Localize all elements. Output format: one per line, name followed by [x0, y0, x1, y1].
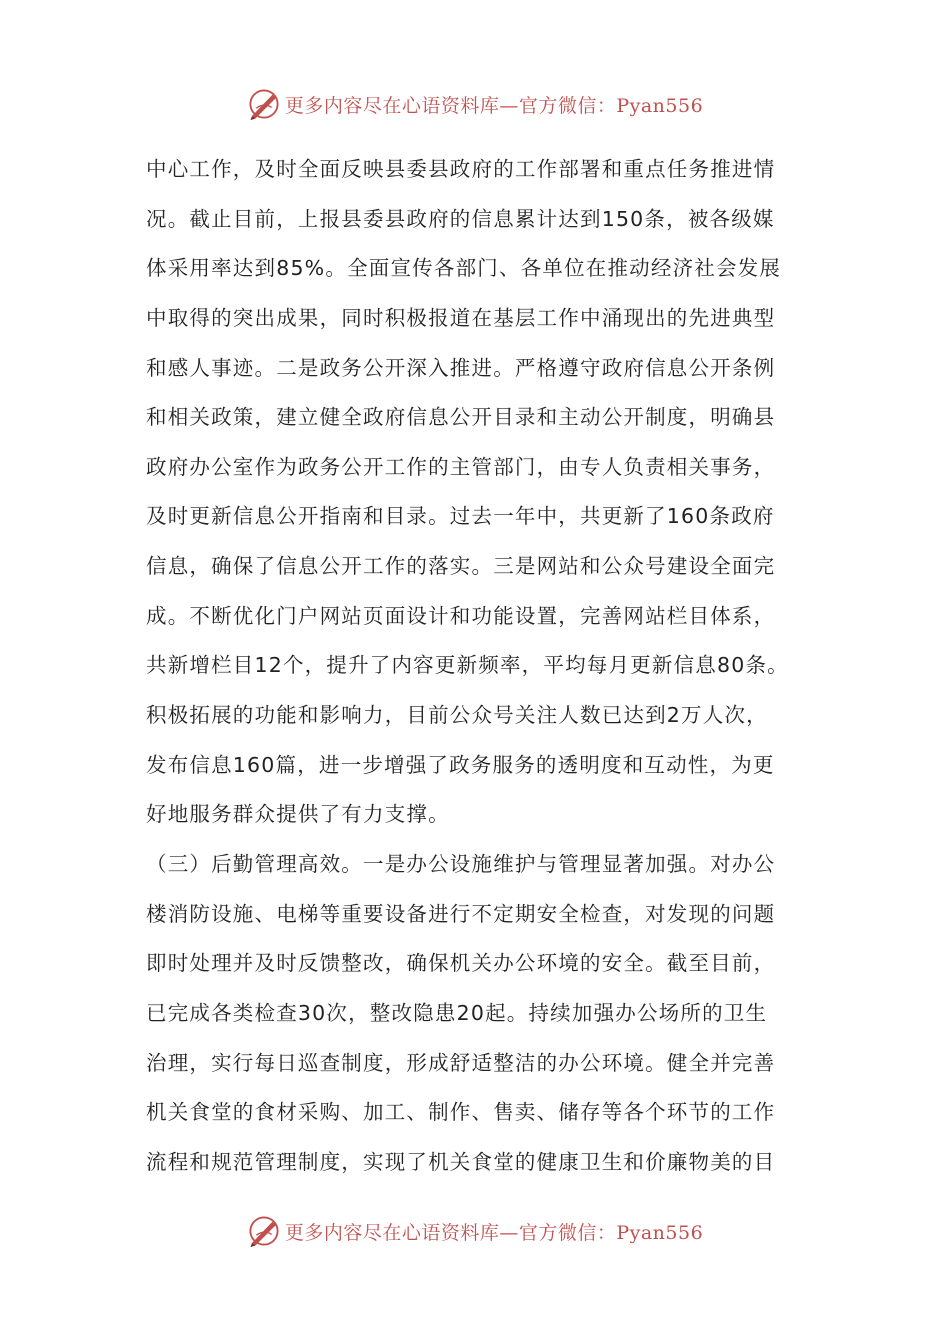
text-line: 和感人事迹。二是政务公开深入推进。严格遵守政府信息公开条例: [146, 355, 776, 380]
text-line: 和相关政策，建立健全政府信息公开目录和主动公开制度，明确县: [146, 405, 776, 430]
text-line: 中取得的突出成果，同时积极报道在基层工作中涌现出的先进典型: [146, 305, 776, 330]
text-line: 积极拓展的功能和影响力，目前公众号关注人数已达到2万人次，: [146, 703, 768, 728]
watermark-text: 更多内容尽在心语资料库—官方微信：Pyan556: [284, 94, 704, 117]
text-line: 及时更新信息公开指南和目录。过去一年中，共更新了160条政府: [146, 504, 775, 529]
text-line: 治理，实行每日巡查制度，形成舒适整洁的办公环境。健全并完善: [146, 1050, 776, 1075]
text-line: 政府办公室作为政务公开工作的主管部门，由专人负责相关事务，: [146, 454, 776, 479]
text-line: 成。不断优化门户网站页面设计和功能设置，完善网站栏目体系，: [146, 603, 776, 628]
text-line: 信息，确保了信息公开工作的落实。三是网站和公众号建设全面完: [146, 554, 776, 579]
text-line: 发布信息160篇，进一步增强了政务服务的透明度和互动性，为更: [146, 752, 775, 777]
text-line: 好地服务群众提供了有力支撑。: [146, 802, 450, 827]
text-line: 流程和规范管理制度，实现了机关食堂的健康卫生和价廉物美的目: [146, 1149, 776, 1174]
text-line: 已完成各类检查30次，整改隐患20起。持续加强办公场所的卫生: [146, 1000, 768, 1025]
text-line: 共新增栏目12个，提升了内容更新频率，平均每月更新信息80条。: [146, 653, 789, 678]
text-line: 中心工作，及时全面反映县委县政府的工作部署和重点任务推进情: [146, 157, 776, 181]
text-line: 即时处理并及时反馈整改，确保机关办公环境的安全。截至目前，: [146, 951, 776, 976]
pen-logo-icon: [247, 1214, 281, 1248]
pen-logo-icon: [247, 87, 281, 121]
text-line: 体采用率达到85%。全面宣传各部门、各单位在推动经济社会发展: [146, 256, 782, 281]
text-line: （三）后勤管理高效。一是办公设施维护与管理显著加强。对办公: [146, 851, 776, 876]
watermark-text: 更多内容尽在心语资料库—官方微信：Pyan556: [284, 1221, 704, 1244]
text-line: 楼消防设施、电梯等重要设备进行不定期安全检查，对发现的问题: [146, 901, 776, 926]
text-line: 机关食堂的食材采购、加工、制作、售卖、储存等各个环节的工作: [146, 1100, 776, 1125]
header-watermark: [0, 84, 950, 124]
footer-watermark: [0, 1211, 950, 1251]
document-body: [146, 145, 826, 1187]
text-line: 况。截止目前，上报县委县政府的信息累计达到150条，被各级媒: [146, 206, 775, 231]
